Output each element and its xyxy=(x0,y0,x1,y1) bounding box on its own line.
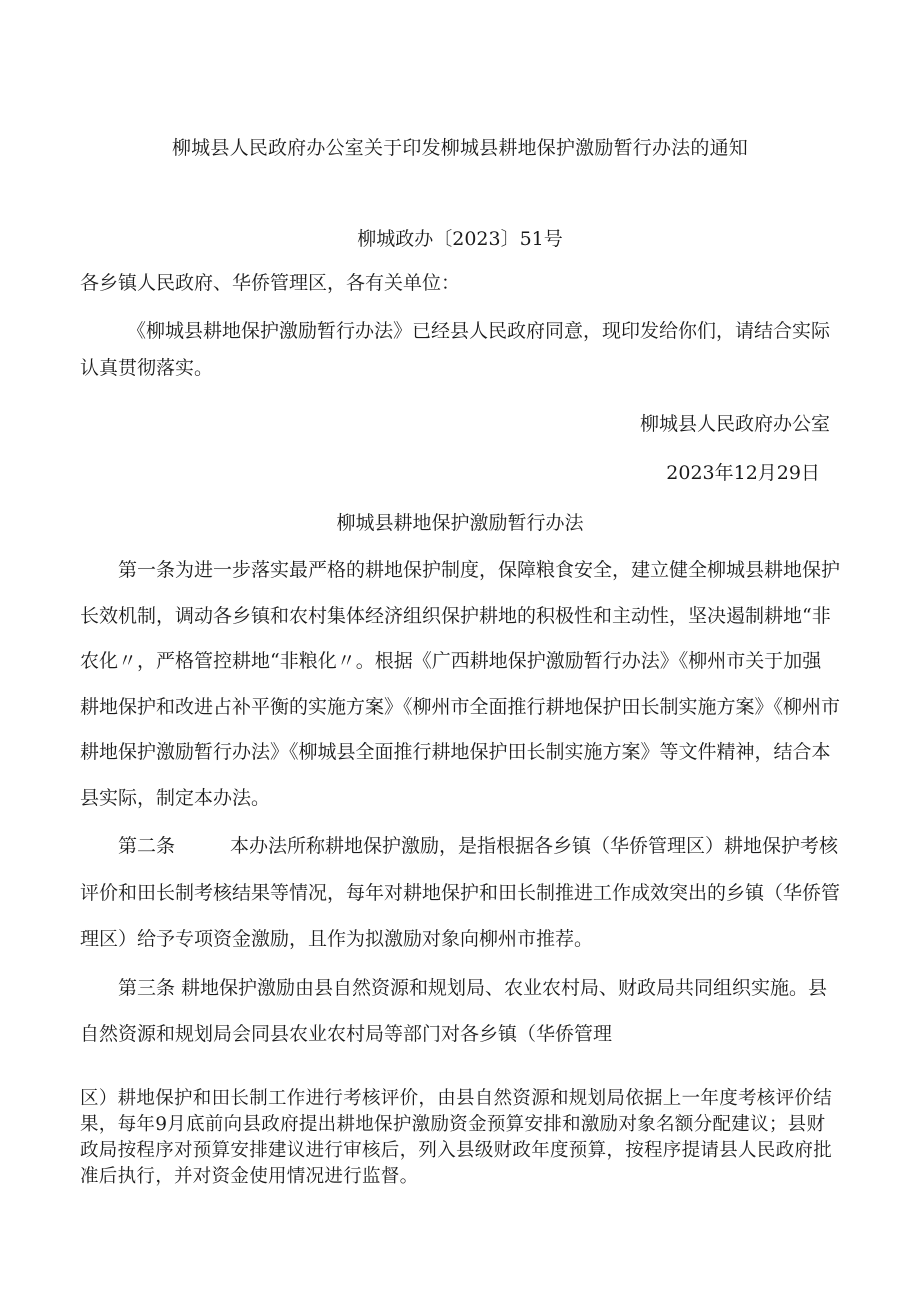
document-number: 柳城政办〔2023〕51号 xyxy=(357,228,563,250)
measure-title: 柳城县耕地保护激励暂行办法 xyxy=(336,512,584,534)
article-1: 第一条为进一步落实最严格的耕地保护制度，保障粮食安全，建立健全柳城县耕地保护长效机制，调动各乡镇和农村集体经济组织保护耕地的积极性和主动性，坚决遏制耕地“非农化〃，严格管控耕地“非粮化〃。根据《广西耕地保护激励暂行办法》《柳州市关于加强耕地保护和改进占补平衡的实施方案》《柳州市全面推行耕地保护田长制实施方案》《柳州市耕地保护激励暂行办法》《柳城县全面推行耕地保护田长制实施方案》等文件精神，结合本县实际，制定本办法。 xyxy=(80,559,841,809)
article-2-label: 第二条 xyxy=(118,835,176,857)
intro-paragraph: 《柳城县耕地保护激励暂行办法》已经县人民政府同意，现印发给你们，请结合实际认真贯彻落实。 xyxy=(80,320,831,379)
article-2-text: 本办法所称耕地保护激励，是指根据各乡镇（华侨管理区）耕地保护考核评价和田长制考核结果等情况，每年对耕地保护和田长制推进工作成效突出的乡镇（华侨管理区）给予专项资金激励，且作为拟激励对象向柳州市推荐。 xyxy=(80,835,841,950)
salutation: 各乡镇人民政府、华侨管理区，各有关单位： xyxy=(80,272,461,294)
article-2 xyxy=(80,823,840,963)
issue-date: 2023年12月29日 xyxy=(666,462,820,484)
issuer-name: 柳城县人民政府办公室 xyxy=(639,413,830,435)
article-3-part-2: 区）耕地保护和田长制工作进行考核评价，由县自然资源和规划局依据上一年度考核评价结果，每年9月底前向县政府提出耕地保护激励资金预算安排和激励对象名额分配建议；县财政局按程序对预算安排建议进行审核后，列入县级财政年度预算，按程序提请县人民政府批准后执行，并对资金使用情况进行监督。 xyxy=(80,1088,833,1187)
document-title: 柳城县人民政府办公室关于印发柳城县耕地保护激励暂行办法的通知 xyxy=(171,137,748,159)
article-3-part-1: 第三条 耕地保护激励由县自然资源和规划局、农业农村局、财政局共同组织实施。县自然资源和规划局会同县农业农村局等部门对各乡镇（华侨管理 xyxy=(80,977,828,1045)
